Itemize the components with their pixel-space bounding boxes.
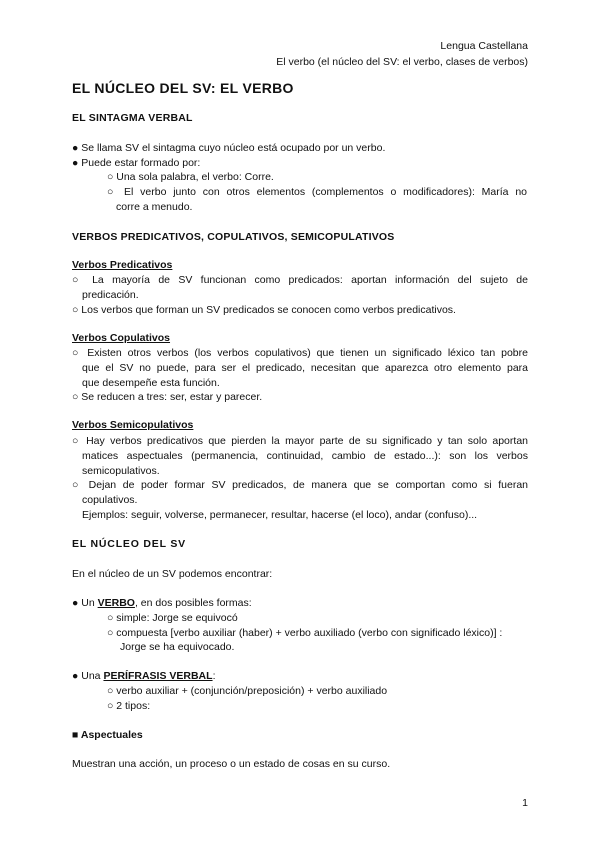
- semi-examples: Ejemplos: seguir, volverse, permanecer, resultar, hacerse (el loco), andar (confuso)...: [82, 509, 478, 521]
- subheading-copulativos: Verbos Copulativos: [72, 332, 171, 344]
- heading-verb-classes: VERBOS PREDICATIVOS, COPULATIVOS, SEMICOPULATIVOS: [72, 231, 395, 243]
- semi-item-2-cont: copulativos.: [82, 494, 138, 506]
- bullet-verbo: [72, 596, 528, 611]
- cop-item-1-cont2: que desempeñe esta función.: [82, 377, 220, 389]
- page-title: EL NÚCLEO DEL SV: EL VERBO: [72, 80, 294, 96]
- heading-sintagma-verbal: EL SINTAGMA VERBAL: [72, 112, 193, 124]
- semi-item-1-cont2: semicopulativos.: [82, 465, 160, 477]
- pred-item-2: ○ Los verbos que forman un SV predicados se conocen como verbos predicativos.: [72, 304, 456, 316]
- heading-nucleo-sv: EL NÚCLEO DEL SV: [72, 538, 186, 550]
- bullet-perifrasis: [72, 669, 528, 684]
- subheading-semicopulativos: Verbos Semicopulativos: [72, 419, 194, 431]
- header-topic: El verbo (el núcleo del SV: el verbo, clases de verbos): [276, 56, 528, 68]
- bullet-perifrasis-pre: ● Una: [72, 670, 104, 682]
- cop-item-1-cont: que el SV no puede, para ser el predicado, necesitan que aparezca otro elemento para: [82, 362, 528, 374]
- header-subject: Lengua Castellana: [440, 40, 528, 52]
- term-verbo: VERBO: [97, 597, 135, 609]
- semi-item-1: ○ Hay verbos predicativos que pierden la mayor parte de su significado y tan solo aportan: [72, 435, 528, 447]
- bullet-verbo-post: , en dos posibles formas:: [134, 597, 252, 609]
- subbullet-verb-with-elements-cont: corre a menudo.: [116, 201, 193, 213]
- bullet-definition: ● Se llama SV el sintagma cuyo núcleo está ocupado por un verbo.: [72, 142, 386, 154]
- nucleo-intro: En el núcleo de un SV podemos encontrar:: [72, 568, 273, 580]
- subbullet-simple: ○ simple: Jorge se equivocó: [107, 612, 238, 624]
- subbullet-single-word: ○ Una sola palabra, el verbo: Corre.: [107, 171, 274, 183]
- aspectuales-description: Muestran una acción, un proceso o un estado de cosas en su curso.: [72, 758, 391, 770]
- subheading-predicativos: Verbos Predicativos: [72, 259, 173, 271]
- subbullet-perifrasis-types: ○ 2 tipos:: [107, 700, 151, 712]
- semi-item-1-cont: matices aspectuales (permanencia, continuidad, cambio de estado...): son los verbos: [82, 450, 528, 462]
- term-perifrasis: PERÍFRASIS VERBAL: [103, 670, 213, 682]
- bullet-verbo-pre: ● Un: [72, 597, 98, 609]
- bullet-perifrasis-post: :: [212, 670, 216, 682]
- cop-item-2: ○ Se reducen a tres: ser, estar y parecer.: [72, 391, 263, 403]
- subbullet-perifrasis-structure: ○ verbo auxiliar + (conjunción/preposición) + verbo auxiliado: [107, 685, 388, 697]
- semi-item-2: ○ Dejan de poder formar SV predicados, de manera que se comportan como si fueran: [72, 479, 528, 491]
- heading-aspectuales: ■ Aspectuales: [72, 729, 143, 741]
- pred-item-1-cont: predicación.: [82, 289, 139, 301]
- page-number: 1: [522, 797, 528, 809]
- pred-item-1: ○ La mayoría de SV funcionan como predicados: aportan información del sujeto de: [72, 274, 528, 286]
- cop-item-1: ○ Existen otros verbos (los verbos copulativos) que tienen un significado léxico tan pobre: [72, 347, 528, 359]
- subbullet-compuesta: ○ compuesta [verbo auxiliar (haber) + verbo auxiliado (verbo con significado léxico)] :: [107, 627, 503, 639]
- subbullet-verb-with-elements: ○ El verbo junto con otros elementos (complementos o modificadores): María no: [107, 186, 527, 198]
- subbullet-compuesta-cont: Jorge se ha equivocado.: [120, 641, 235, 653]
- bullet-formation: ● Puede estar formado por:: [72, 157, 201, 169]
